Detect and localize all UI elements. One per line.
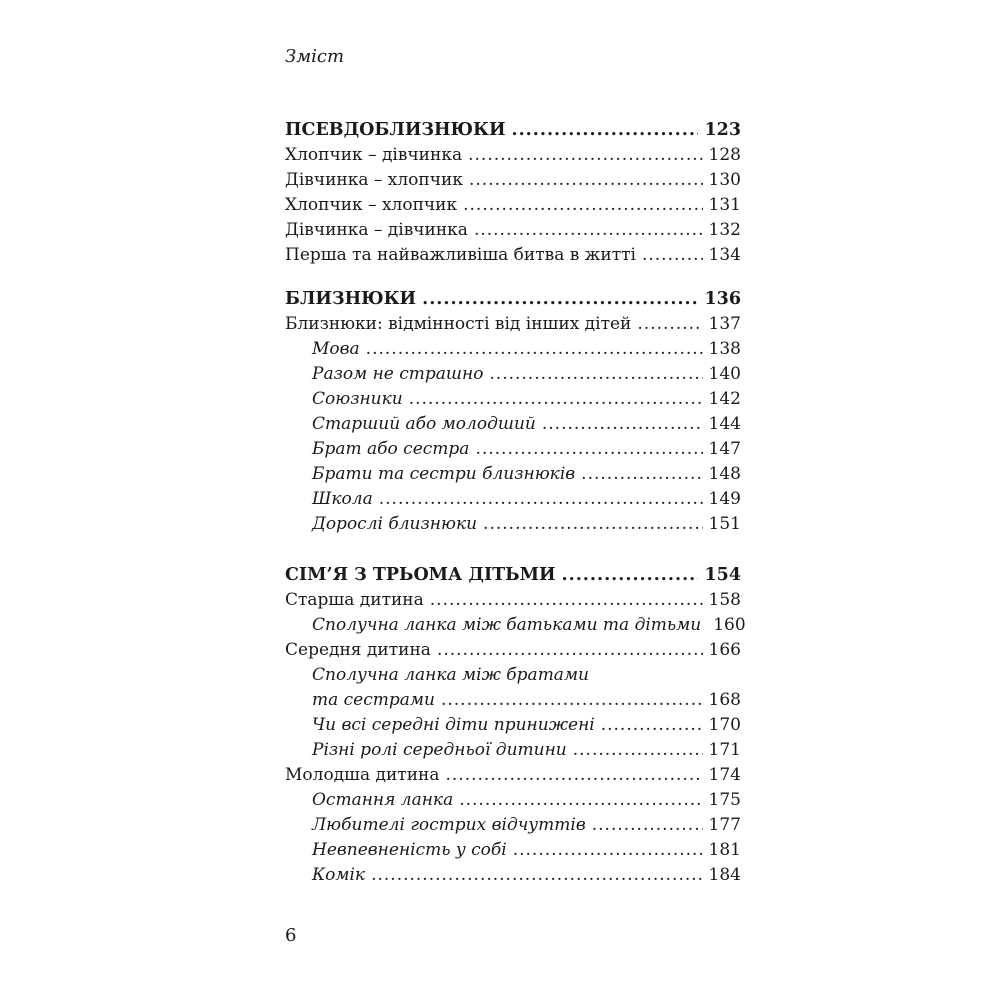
toc-page-number: 137 bbox=[708, 314, 741, 334]
toc-entry bbox=[285, 763, 741, 788]
toc-page-number: 148 bbox=[708, 464, 741, 484]
toc-entry-title: Сполучна ланка між батьками та дітьми bbox=[312, 615, 702, 635]
toc-page-number: 140 bbox=[708, 364, 741, 384]
toc-subentry bbox=[285, 362, 741, 387]
dot-leader bbox=[463, 193, 702, 218]
toc-entry-title: Остання ланка bbox=[312, 790, 454, 810]
dot-leader bbox=[512, 118, 699, 143]
toc-page-number: 171 bbox=[708, 740, 741, 760]
toc-entry-title: Хлопчик – дівчинка bbox=[285, 145, 463, 165]
dot-leader bbox=[441, 688, 703, 713]
toc-page-number: 184 bbox=[708, 865, 741, 885]
toc-section-heading bbox=[285, 563, 741, 588]
dot-leader bbox=[581, 462, 702, 487]
toc-page-number: 170 bbox=[708, 715, 741, 735]
toc-entry-title: Разом не страшно bbox=[312, 364, 484, 384]
toc-entry-title: Різні ролі середньої дитини bbox=[312, 740, 567, 760]
toc-entry-title: Дівчинка – хлопчик bbox=[285, 170, 463, 190]
toc-entry-title: Школа bbox=[312, 489, 373, 509]
dot-leader bbox=[409, 387, 703, 412]
toc-page-number: 181 bbox=[708, 840, 741, 860]
toc-subentry bbox=[285, 688, 741, 713]
dot-leader bbox=[430, 588, 703, 613]
dot-leader bbox=[601, 713, 703, 738]
toc-subentry bbox=[285, 813, 741, 838]
dot-leader bbox=[542, 412, 703, 437]
toc-subentry bbox=[285, 412, 741, 437]
toc-page-number: 149 bbox=[708, 489, 741, 509]
toc-entry-title: Брат або сестра bbox=[312, 439, 470, 459]
dot-leader bbox=[637, 312, 702, 337]
toc-entry-title: та сестрами bbox=[312, 690, 435, 710]
toc-entry-title: Близнюки: відмінності від інших дітей bbox=[285, 314, 632, 334]
toc-group-pseudo-twins bbox=[285, 118, 741, 268]
toc-subentry bbox=[285, 613, 746, 638]
dot-leader bbox=[437, 638, 703, 663]
toc-section-heading bbox=[285, 118, 741, 143]
toc-entry-title: Старша дитина bbox=[285, 590, 424, 610]
toc-page-number: 128 bbox=[708, 145, 741, 165]
toc-page-number: 160 bbox=[713, 615, 746, 635]
toc-entry-title: Мова bbox=[312, 339, 360, 359]
toc-subentry bbox=[285, 512, 741, 537]
toc-entry-title: Сполучна ланка між братами bbox=[312, 665, 589, 685]
running-head: Зміст bbox=[285, 46, 345, 67]
dot-leader bbox=[573, 738, 703, 763]
toc-entry bbox=[285, 218, 741, 243]
dot-leader bbox=[469, 168, 703, 193]
toc-entry-title: Середня дитина bbox=[285, 640, 431, 660]
toc-entry-title: Хлопчик – хлопчик bbox=[285, 195, 458, 215]
toc-page-number: 166 bbox=[708, 640, 741, 660]
toc-page-number: 175 bbox=[708, 790, 741, 810]
toc-subentry bbox=[285, 337, 741, 362]
toc-page-number: 134 bbox=[708, 245, 741, 265]
dot-leader bbox=[474, 218, 703, 243]
dot-leader bbox=[366, 337, 703, 362]
toc-page-number: 136 bbox=[704, 289, 741, 309]
dot-leader bbox=[459, 788, 702, 813]
toc-entry-title: БЛИЗНЮКИ bbox=[285, 289, 417, 309]
toc-group-twins bbox=[285, 287, 741, 537]
toc-entry-title: Дорослі близнюки bbox=[312, 514, 478, 534]
toc-subentry bbox=[285, 713, 741, 738]
toc-page-number: 174 bbox=[708, 765, 741, 785]
toc-entry bbox=[285, 243, 741, 268]
toc-page-number: 147 bbox=[708, 439, 741, 459]
toc-entry-title: СІМ’Я З ТРЬОМА ДІТЬМИ bbox=[285, 565, 556, 585]
dot-leader bbox=[513, 838, 703, 863]
dot-leader bbox=[379, 487, 703, 512]
page-number: 6 bbox=[285, 925, 297, 946]
dot-leader bbox=[562, 563, 699, 588]
toc-entry-title: ПСЕВДОБЛИЗНЮКИ bbox=[285, 120, 506, 140]
toc-subentry bbox=[285, 663, 741, 688]
dot-leader bbox=[371, 863, 702, 888]
toc-page-number: 138 bbox=[708, 339, 741, 359]
toc-group-three-children bbox=[285, 563, 746, 888]
toc-page-number: 123 bbox=[704, 120, 741, 140]
toc-page-number: 151 bbox=[708, 514, 741, 534]
toc-entry-title: Невпевненість у собі bbox=[312, 840, 507, 860]
toc-subentry bbox=[285, 387, 741, 412]
toc-page-number: 154 bbox=[704, 565, 741, 585]
dot-leader bbox=[489, 362, 702, 387]
toc-entry-title: Брати та сестри близнюків bbox=[312, 464, 576, 484]
toc-page-number: 168 bbox=[708, 690, 741, 710]
dot-leader bbox=[422, 287, 698, 312]
toc-entry bbox=[285, 143, 741, 168]
dot-leader bbox=[468, 143, 702, 168]
toc-page-number: 142 bbox=[708, 389, 741, 409]
toc-entry-title: Старший або молодший bbox=[312, 414, 536, 434]
toc-page-number: 131 bbox=[708, 195, 741, 215]
toc-entry-title: Комік bbox=[312, 865, 366, 885]
toc-page-number: 132 bbox=[708, 220, 741, 240]
toc-subentry bbox=[285, 437, 741, 462]
toc-subentry bbox=[285, 838, 741, 863]
toc-page-number: 130 bbox=[708, 170, 741, 190]
toc-subentry bbox=[285, 738, 741, 763]
toc-entry-title: Союзники bbox=[312, 389, 403, 409]
toc-entry bbox=[285, 638, 741, 663]
toc-entry-title: Молодша дитина bbox=[285, 765, 440, 785]
toc-page-number: 158 bbox=[708, 590, 741, 610]
toc-subentry bbox=[285, 487, 741, 512]
dot-leader bbox=[642, 243, 703, 268]
toc-subentry bbox=[285, 462, 741, 487]
toc-entry-title: Любителі гострих відчуттів bbox=[312, 815, 586, 835]
toc-entry-title: Дівчинка – дівчинка bbox=[285, 220, 468, 240]
toc-entry bbox=[285, 588, 741, 613]
toc-entry bbox=[285, 312, 741, 337]
toc-entry bbox=[285, 193, 741, 218]
toc-entry-title: Чи всі середні діти принижені bbox=[312, 715, 595, 735]
toc-subentry bbox=[285, 788, 741, 813]
toc-subentry bbox=[285, 863, 741, 888]
toc-page-number: 177 bbox=[708, 815, 741, 835]
dot-leader bbox=[592, 813, 703, 838]
dot-leader bbox=[446, 763, 703, 788]
dot-leader bbox=[483, 512, 703, 537]
toc-section-heading bbox=[285, 287, 741, 312]
toc-entry bbox=[285, 168, 741, 193]
toc-entry-title: Перша та найважливіша битва в житті bbox=[285, 245, 636, 265]
dot-leader bbox=[475, 437, 702, 462]
toc-page-number: 144 bbox=[708, 414, 741, 434]
